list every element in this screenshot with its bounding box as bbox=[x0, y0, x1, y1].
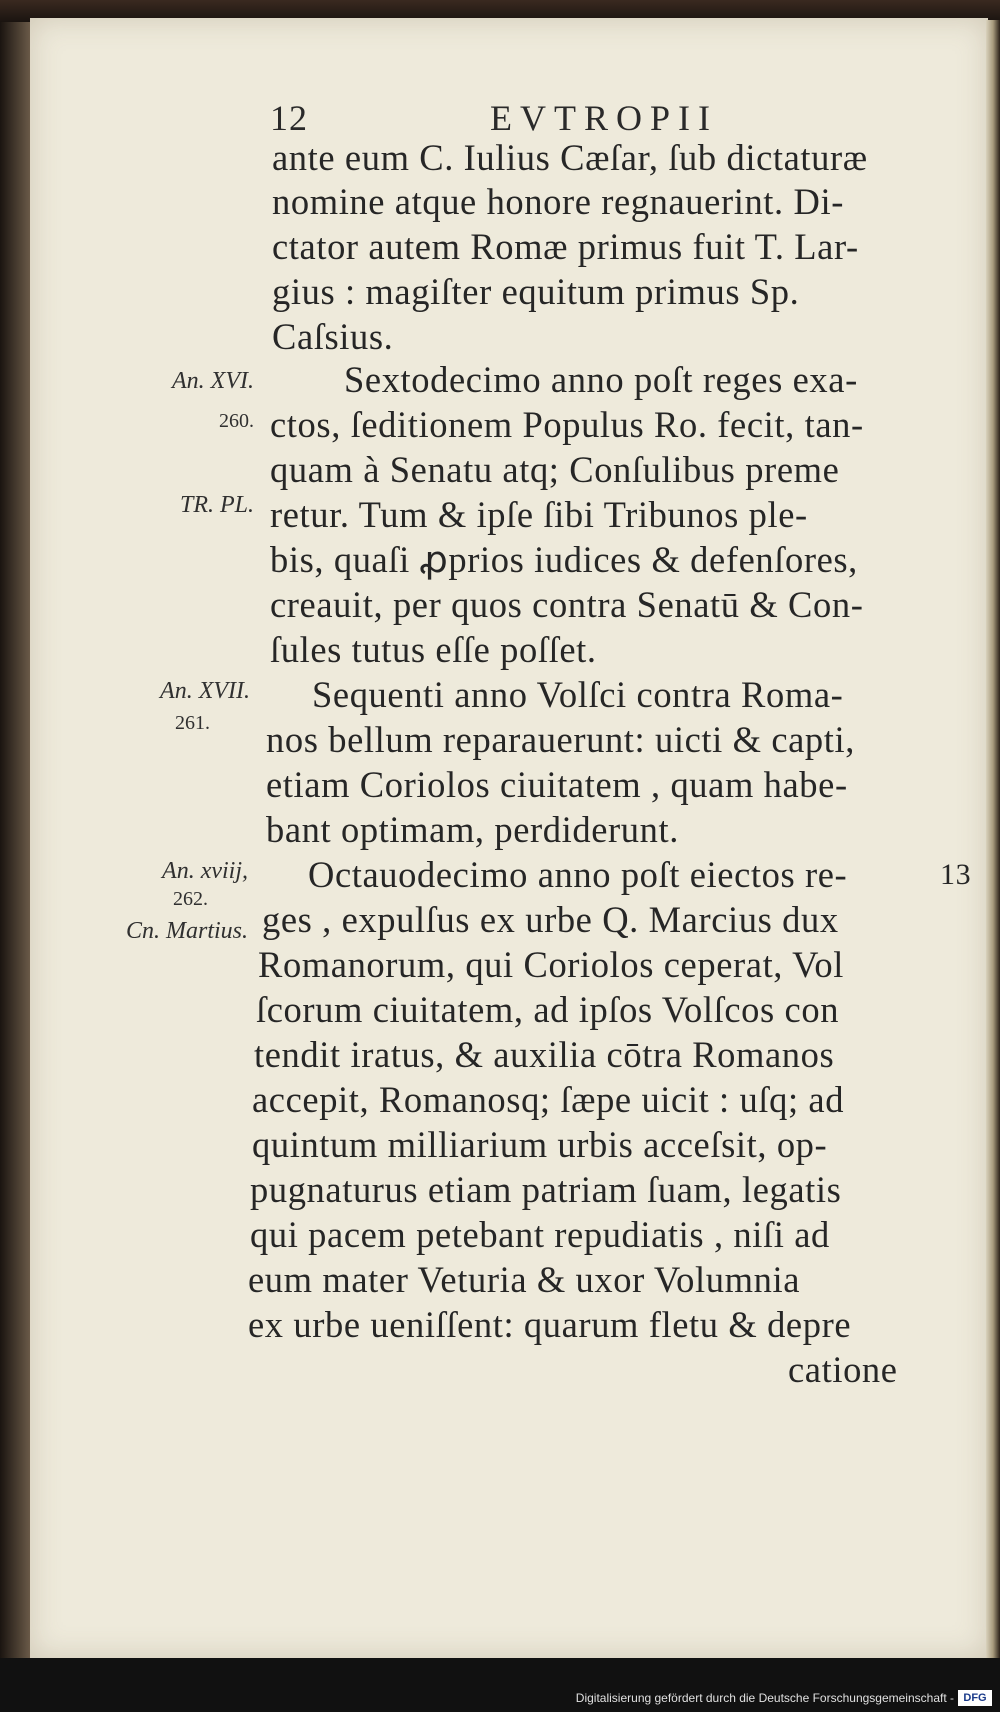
text-line: gius : magiſter equitum primus Sp. bbox=[272, 271, 800, 312]
margin-note: TR. PL. bbox=[179, 492, 254, 518]
text-line: nos bellum reparauerunt: uicti & capti, bbox=[266, 719, 855, 760]
text-line: nomine atque honore regnauerint. Di- bbox=[272, 181, 844, 222]
text-line: pugnaturus etiam patriam ſuam, legatis bbox=[250, 1169, 842, 1210]
margin-note: An. XVI. bbox=[172, 368, 254, 394]
text-line: quintum milliarium urbis acceſsit, op- bbox=[252, 1124, 828, 1165]
page-number: 12 bbox=[270, 98, 308, 138]
margin-note: Cn. Martius. bbox=[125, 918, 248, 944]
text-line: ctator autem Romæ primus fuit T. Lar- bbox=[272, 226, 859, 267]
margin-note: 260. bbox=[219, 410, 254, 432]
text-line: Romanorum, qui Coriolos ceperat, Vol bbox=[258, 944, 844, 985]
page-fore-edge bbox=[986, 20, 1000, 1660]
text-line: accepit, Romanosq; ſæpe uicit : uſq; ad bbox=[252, 1079, 845, 1120]
text-line: ges , expulſus ex urbe Q. Marcius dux bbox=[262, 899, 839, 940]
text-line: ſules tutus eſſe poſſet. bbox=[270, 629, 597, 670]
text-line: quam à Senatu atq; Conſulibus preme bbox=[270, 449, 840, 490]
text-line: tendit iratus, & auxilia cōtra Romanos bbox=[254, 1034, 835, 1075]
text-line: Octauodecimo anno poſt eiectos re- bbox=[308, 854, 848, 895]
footer-credit: Digitalisierung gefördert durch die Deutsche Forschungsgemeinschaft - bbox=[575, 1691, 954, 1705]
text-line: Caſsius. bbox=[272, 316, 394, 357]
text-line: bant optimam, perdiderunt. bbox=[266, 809, 679, 850]
margin-note: 261. bbox=[175, 712, 210, 734]
text-line: retur. Tum & ipſe ſibi Tribunos ple- bbox=[270, 494, 808, 535]
text-line: Sequenti anno Volſci contra Roma- bbox=[312, 674, 844, 715]
text-line: eum mater Veturia & uxor Volumnia bbox=[248, 1259, 801, 1300]
text-line: Sextodecimo anno poſt reges exa- bbox=[344, 359, 858, 400]
text-line: ctos, ſeditionem Populus Ro. fecit, tan- bbox=[270, 404, 864, 445]
text-line: ex urbe ueniſſent: quarum fletu & depre bbox=[248, 1304, 852, 1345]
dfg-logo: DFG bbox=[958, 1690, 992, 1706]
book-gutter bbox=[0, 20, 30, 1660]
text-line: qui pacem petebant repudiatis , niſi ad bbox=[250, 1214, 830, 1255]
running-title: EVTROPII bbox=[490, 98, 718, 138]
text-line: bis, quaſi ꝓprios iudices & defenſores, bbox=[270, 539, 858, 580]
margin-note: An. XVII. bbox=[160, 678, 250, 704]
text-line: ante eum C. Iulius Cæſar, ſub dictaturæ bbox=[272, 137, 868, 178]
text-line: etiam Coriolos ciuitatem , quam habe- bbox=[266, 764, 848, 805]
side-page-number: 13 bbox=[940, 858, 972, 891]
margin-note: 262. bbox=[173, 888, 208, 910]
text-line: creauit, per quos contra Senatū & Con- bbox=[270, 584, 864, 625]
text-line: ſcorum ciuitatem, ad ipſos Volſcos con bbox=[256, 989, 840, 1030]
margin-note: An. xviij, bbox=[162, 858, 248, 884]
catchword: catione bbox=[788, 1349, 898, 1390]
